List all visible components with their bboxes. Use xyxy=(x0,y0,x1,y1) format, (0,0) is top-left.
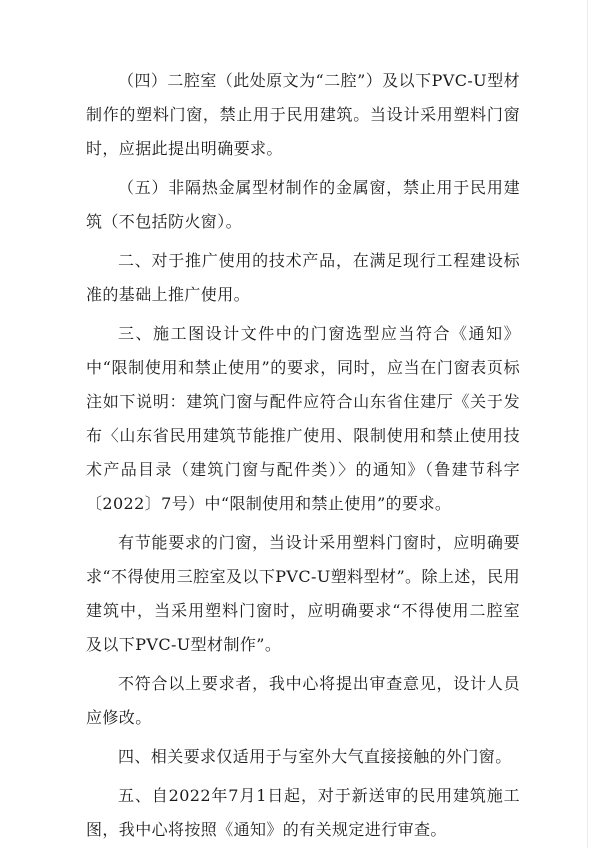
paragraph-energy-saving: 有节能要求的门窗，当设计采用塑料门窗时，应明确要求“不得使用三腔室及以下PVC-U塑料型材”。除上述，民用建筑中，当采用塑料门窗时，应明确要求“不得使用二腔室及以下PVC-U型材制作”。 xyxy=(86,533,520,654)
paragraph-section-3: 三、施工图设计文件中的门窗选型应当符合《通知》中“限制使用和禁止使用”的要求，同时，应当在门窗表页标注如下说明：建筑门窗与配件应符合山东省住建厅《关于发布〈山东省民用建筑节能推广使用、限制使用和禁止使用技术产品目录（建筑门窗与配件类）〉的通知》（鲁建节科字〔2022〕7号）中“限制使用和禁止使用”的要求。 xyxy=(86,324,520,513)
paragraph-noncompliance: 不符合以上要求者，我中心将提出审查意见，设计人员应修改。 xyxy=(86,674,520,727)
paragraph-section-5: 五、自2022年7月1日起，对于新送审的民用建筑施工图，我中心将按照《通知》的有关规定进行审查。 xyxy=(86,786,520,839)
paragraph-clause-5: （五）非隔热金属型材制作的金属窗，禁止用于民用建筑（不包括防火窗）。 xyxy=(86,178,520,231)
paragraph-section-2: 二、对于推广使用的技术产品，在满足现行工程建设标准的基础上推广使用。 xyxy=(86,251,520,304)
paragraph-section-4: 四、相关要求仅适用于与室外大气直接接触的外门窗。 xyxy=(118,747,512,766)
scan-edge-line xyxy=(587,0,588,848)
paragraph-clause-4: （四）二腔室（此处原文为“二腔”）及以下PVC-U型材制作的塑料门窗，禁止用于民用建筑。当设计采用塑料门窗时，应据此提出明确要求。 xyxy=(86,71,520,158)
document-body xyxy=(86,64,520,852)
